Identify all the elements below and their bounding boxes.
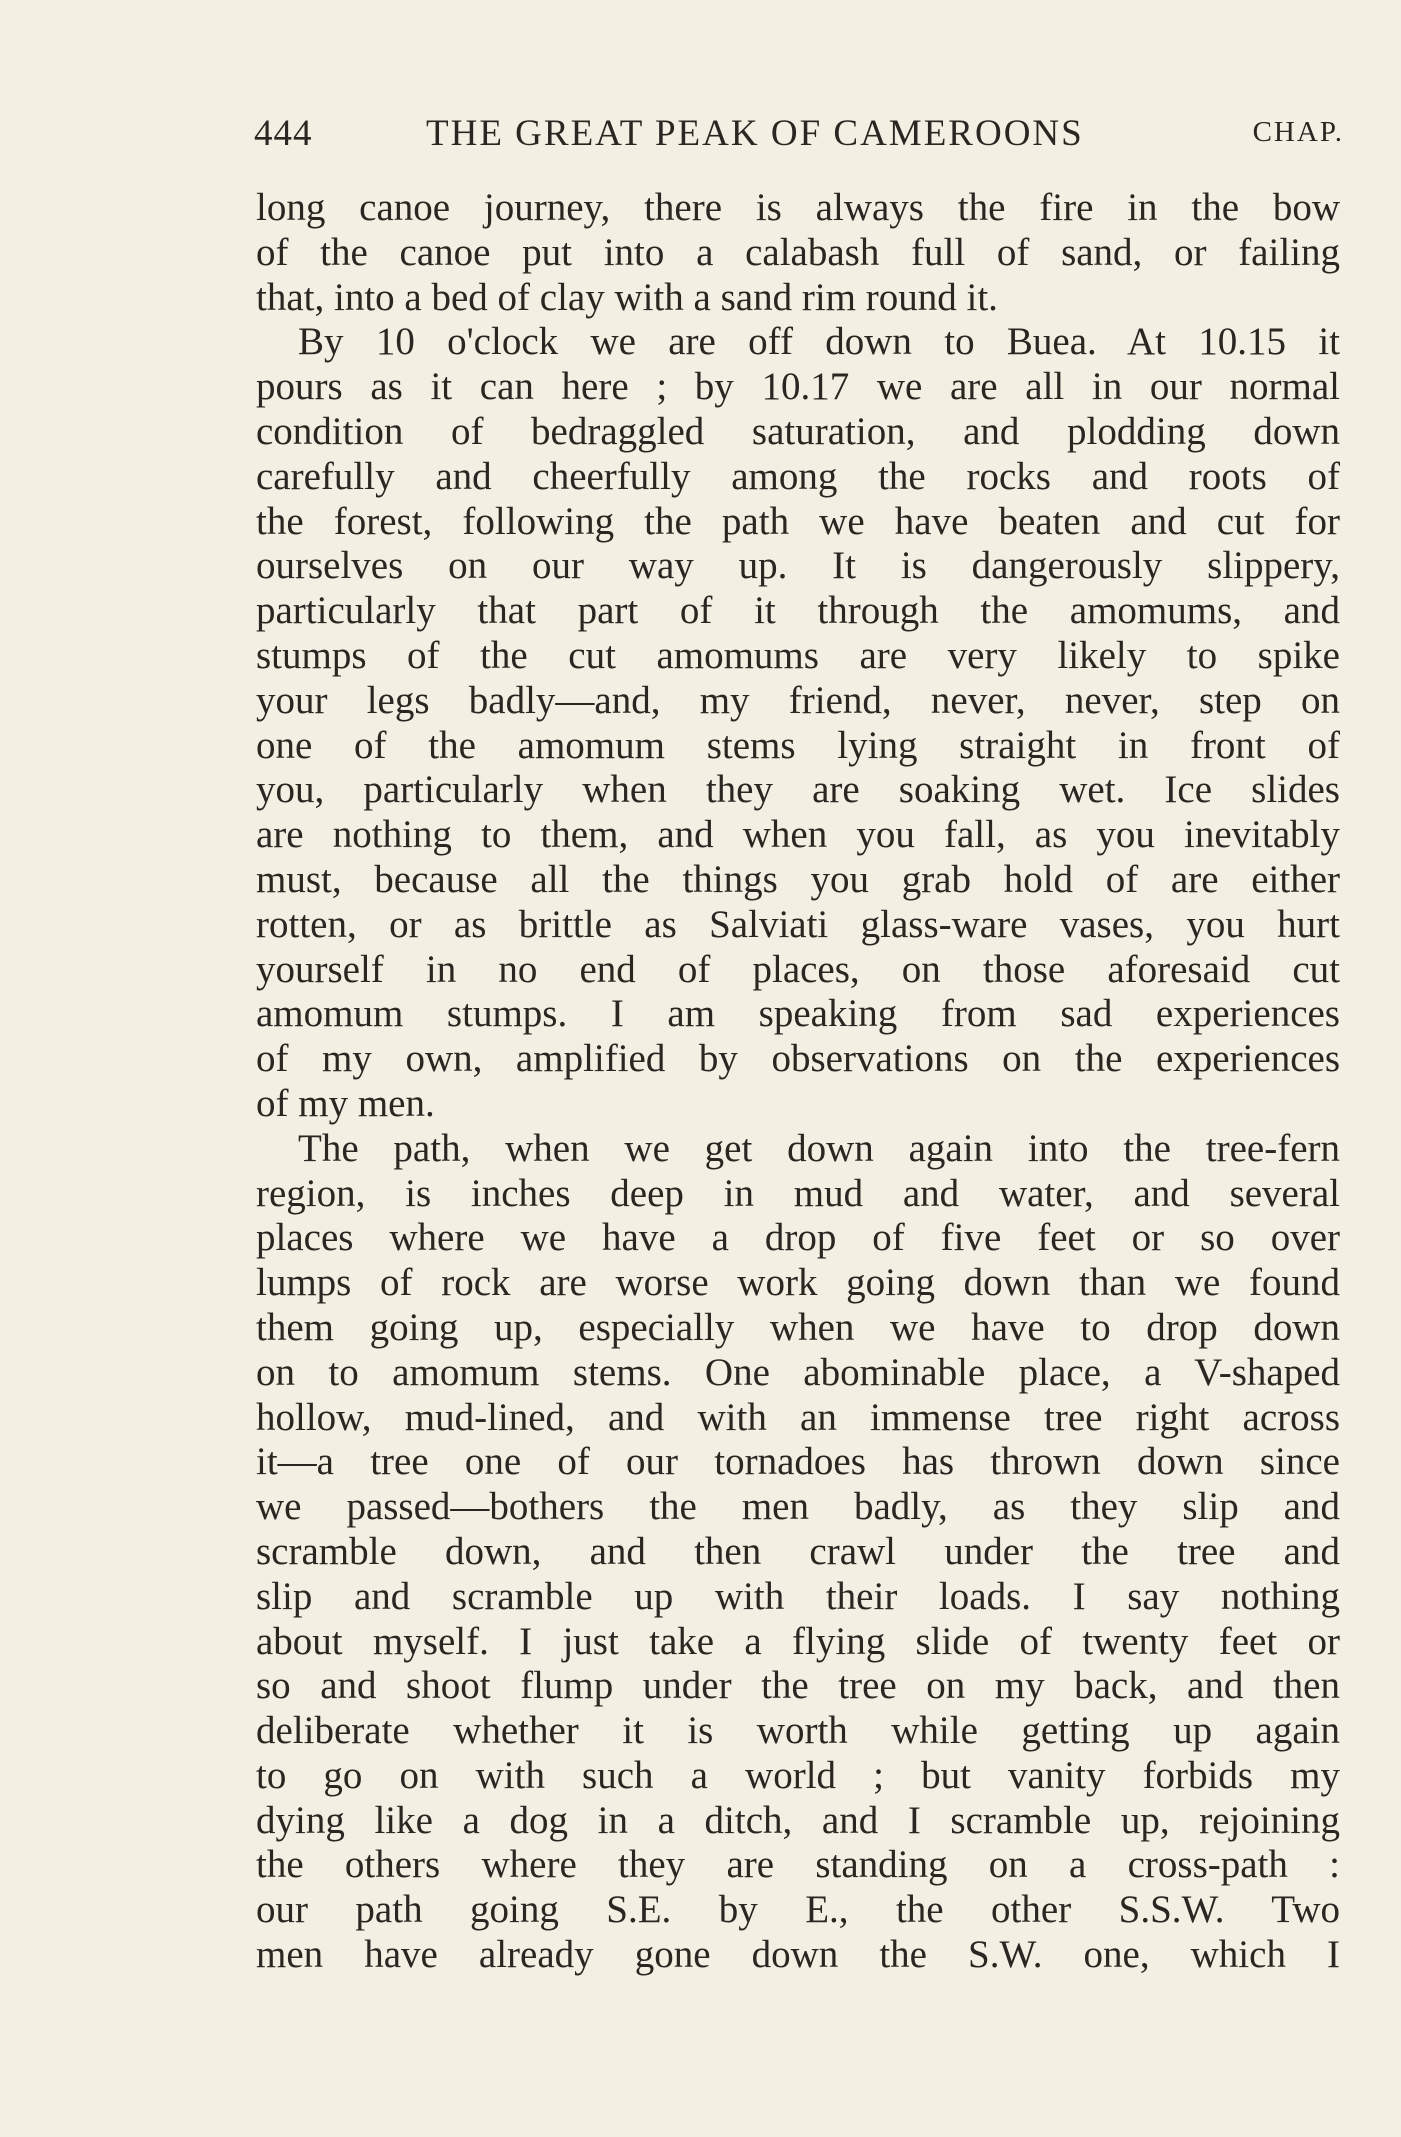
page-number: 444 bbox=[254, 113, 313, 154]
running-head-title: THE GREAT PEAK OF CAMEROONS bbox=[426, 113, 1084, 154]
text-line: them going up, especially when we have to drop down bbox=[256, 1305, 1340, 1349]
text-line: places where we have a drop of five feet or so over bbox=[256, 1216, 1340, 1260]
text-line: you, particularly when they are soaking wet. Ice slides bbox=[256, 768, 1340, 812]
text-line: scramble down, and then crawl under the tree and bbox=[256, 1529, 1340, 1573]
text-line: carefully and cheerfully among the rocks and roots of bbox=[256, 454, 1340, 498]
text-line: that, into a bed of clay with a sand rim round it. bbox=[256, 275, 998, 319]
text-line: we passed—bothers the men badly, as they slip and bbox=[256, 1485, 1340, 1529]
text-line: of my men. bbox=[256, 1081, 435, 1125]
text-line: yourself in no end of places, on those aforesaid cut bbox=[256, 947, 1340, 991]
text-line: condition of bedraggled saturation, and plodding down bbox=[256, 409, 1340, 453]
text-line: ourselves on our way up. It is dangerously slippery, bbox=[256, 544, 1340, 588]
text-line: slip and scramble up with their loads. I say nothing bbox=[256, 1574, 1340, 1618]
text-line: pours as it can here ; by 10.17 we are all in our normal bbox=[256, 365, 1340, 409]
body-text bbox=[256, 186, 1340, 1978]
text-line: lumps of rock are worse work going down than we found bbox=[256, 1261, 1340, 1305]
paragraph-start-line: The path, when we get down again into the tree-fern bbox=[298, 1126, 1340, 1170]
text-line: rotten, or as brittle as Salviati glass-ware vases, you hurt bbox=[256, 902, 1340, 946]
text-line: of the canoe put into a calabash full of sand, or failing bbox=[256, 230, 1340, 274]
text-line: must, because all the things you grab hold of are either bbox=[256, 857, 1340, 901]
text-line: deliberate whether it is worth while getting up again bbox=[256, 1709, 1340, 1753]
paragraph-start-line: By 10 o'clock we are off down to Buea. At 10.15 it bbox=[298, 320, 1340, 364]
text-line: amomum stumps. I am speaking from sad experiences bbox=[256, 992, 1340, 1036]
text-line: men have already gone down the S.W. one, which I bbox=[256, 1933, 1340, 1977]
text-line: to go on with such a world ; but vanity forbids my bbox=[256, 1753, 1340, 1797]
text-line: dying like a dog in a ditch, and I scramble up, rejoining bbox=[256, 1798, 1340, 1842]
text-line: on to amomum stems. One abominable place, a V-shaped bbox=[256, 1350, 1340, 1394]
text-line: of my own, amplified by observations on the experiences bbox=[256, 1037, 1340, 1081]
text-line: region, is inches deep in mud and water, and several bbox=[256, 1171, 1340, 1215]
text-line: your legs badly—and, my friend, never, never, step on bbox=[256, 678, 1340, 722]
text-line: our path going S.E. by E., the other S.S.W. Two bbox=[256, 1888, 1340, 1932]
text-line: it—a tree one of our tornadoes has thrown down since bbox=[256, 1440, 1340, 1484]
text-line: the forest, following the path we have beaten and cut for bbox=[256, 499, 1340, 543]
text-line: about myself. I just take a flying slide of twenty feet or bbox=[256, 1619, 1340, 1663]
text-line: one of the amomum stems lying straight in front of bbox=[256, 723, 1340, 767]
text-line: stumps of the cut amomums are very likely to spike bbox=[256, 633, 1340, 677]
running-head bbox=[254, 112, 1344, 172]
text-line: particularly that part of it through the amomums, and bbox=[256, 589, 1340, 633]
text-line: the others where they are standing on a cross-path : bbox=[256, 1843, 1340, 1887]
text-line: hollow, mud-lined, and with an immense tree right across bbox=[256, 1395, 1340, 1439]
text-line: long canoe journey, there is always the fire in the bow bbox=[256, 186, 1340, 229]
text-line: so and shoot flump under the tree on my back, and then bbox=[256, 1664, 1340, 1708]
chapter-abbreviation: CHAP. bbox=[1252, 116, 1344, 148]
text-line: are nothing to them, and when you fall, as you inevitably bbox=[256, 813, 1340, 857]
